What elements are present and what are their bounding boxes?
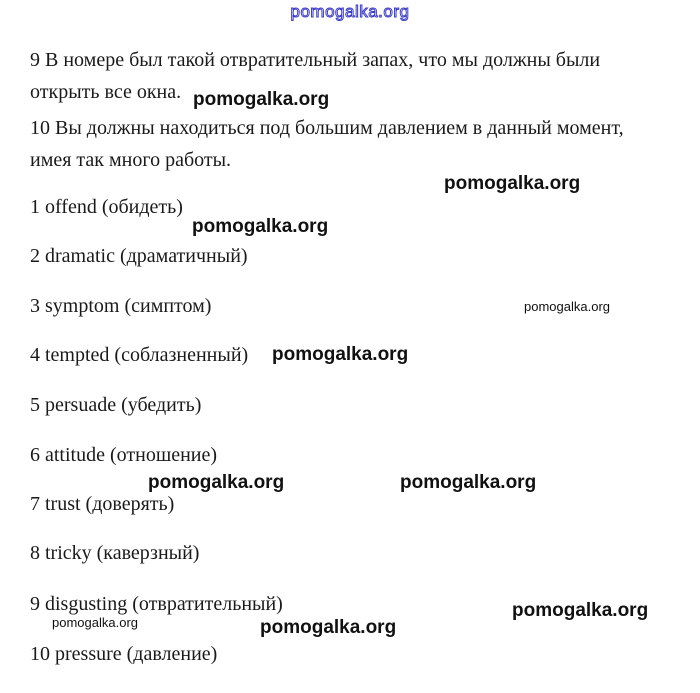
vocab-item: 2 dramatic (драматичный)	[30, 245, 248, 267]
watermark: pomogalka.org	[193, 89, 330, 110]
watermark: pomogalka.org	[260, 617, 397, 638]
vocab-item: 4 tempted (соблазненный)	[30, 344, 249, 366]
watermark: pomogalka.org	[400, 472, 537, 493]
watermark: pomogalka.org	[524, 299, 610, 314]
sentence-10: 10 Вы должны находиться под большим давлением в данный момент, имея так много работы.	[30, 117, 624, 171]
watermark: pomogalka.org	[272, 344, 409, 365]
vocab-item: 7 trust (доверять)	[30, 493, 175, 515]
vocab-item: 9 disgusting (отвратительный)	[30, 593, 283, 615]
watermark: pomogalka.org	[444, 173, 581, 194]
vocab-item: 10 pressure (давление)	[30, 643, 218, 665]
vocab-item: 3 symptom (симптом)	[30, 295, 212, 317]
watermark: pomogalka.org	[148, 472, 285, 493]
watermark: pomogalka.org	[52, 615, 138, 630]
vocab-item: 5 persuade (убедить)	[30, 394, 202, 416]
watermark: pomogalka.org	[192, 216, 329, 237]
sentence-9: 9 В номере был такой отвратительный запах, что мы должны были открыть все окна.	[30, 49, 601, 103]
watermark: pomogalka.org	[512, 600, 649, 621]
vocab-item: 1 offend (обидеть)	[30, 196, 183, 218]
vocab-item: 6 attitude (отношение)	[30, 444, 218, 466]
header-watermark: pomogalka.org	[290, 2, 410, 21]
vocab-item: 8 tricky (каверзный)	[30, 542, 200, 564]
